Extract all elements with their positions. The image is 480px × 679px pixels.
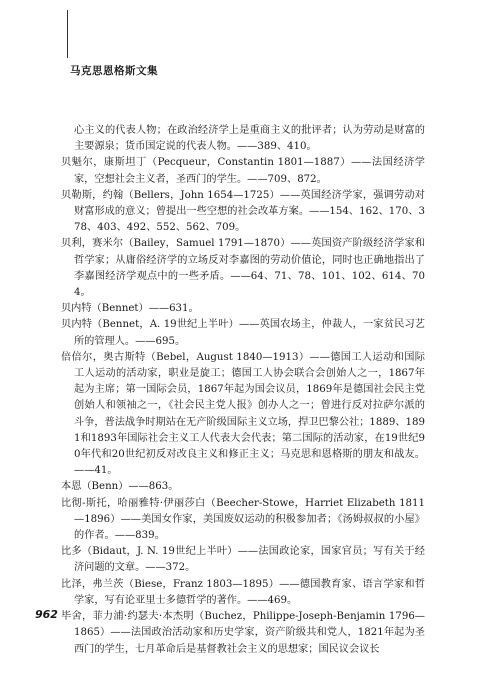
- index-entry: 比泽，弗兰茨（Biese，Franz 1803—1895）——德国教育家、语言学家和哲学家，写有论亚里士多德哲学的著作。——469。: [61, 578, 425, 606]
- index-entry: 比多（Bidaut，J. N. 19世纪上半叶）——法国政论家，国家官员；写有关于经济问题的文章。——372。: [61, 546, 425, 574]
- index-entry: 比彻-斯托，哈丽雅特·伊丽莎白（Beecher-Stowe，Harriet Elizabeth 1811—1896）——美国女作家，美国废奴运动的积极参加者；《汤姆叔叔的小屋》的作者。——839。: [61, 497, 425, 542]
- index-entry: 贝勒斯，约翰（Bellers，John 1654—1725）——英国经济学家，强调劳动对财富形成的意义；曾提出一些空想的社会改革方案。——154、162、170、378、403、492、552、562、709。: [61, 189, 425, 234]
- index-entry: 贝内特（Bennet，A. 19世纪上半叶）——英国农场主，仲裁人，一家贫民习艺所的管理人。——695。: [61, 319, 425, 347]
- running-head: 马克思恩格斯文集: [70, 65, 158, 77]
- index-entry: 倍倍尔，奥古斯特（Bebel，August 1840—1913）——德国工人运动和国际工人运动的活动家，职业是旋工；德国工人协会联合会创始人之一，1867年起为主席；第一国际会员，1867年起为国会议员，1869年是德国社会民主党创始人和领袖之一，《社会民主党人报》创办人之一；曾进行反对拉萨尔派的斗争，普法战争时期站在无产阶级国际主义立场，捍卫巴黎公社；1889、1891和1893年国际社会主义工人代表大会代表；第二国际的活动家，在19世纪90年代和20世纪初反对改良主义和修正主义；马克思和恩格斯的朋友和战友。——41。: [61, 351, 425, 477]
- index-entry: 本恩（Benn）——863。: [61, 481, 179, 493]
- index-entry: 贝内特（Bennet）——631。: [61, 303, 199, 315]
- index-entry: 心主义的代表人物；在政治经济学上是重商主义的批评者；认为劳动是财富的主要源泉；货币国定说的代表人物。——389、410。: [74, 125, 425, 153]
- index-entry: 毕舍，菲力浦·约瑟夫·本杰明（Buchez，Philippe-Joseph-Benjamin 1796—1865）——法国政治活动家和历史学家，资产阶级共和党人，1821年起为圣西门的学生，七月革命后是基督教社会主义的思想家；国民议会议长: [61, 611, 425, 655]
- index-entries: [61, 123, 425, 658]
- header-rule: [67, 10, 68, 58]
- page-number: 962: [35, 608, 58, 621]
- index-entry: 贝魁尔，康斯坦丁（Pecqueur，Constantin 1801—1887）——法国经济学家，空想社会主义者，圣西门的学生。——709、872。: [61, 157, 425, 185]
- index-entry: 贝利，赛米尔（Bailey，Samuel 1791—1870）——英国资产阶级经济学家和哲学家；从庸俗经济学的立场反对李嘉图的劳动价值论，同时也正确地指出了李嘉图经济学观点中的一些矛盾。——64、71、78、101、102、614、704。: [61, 238, 425, 299]
